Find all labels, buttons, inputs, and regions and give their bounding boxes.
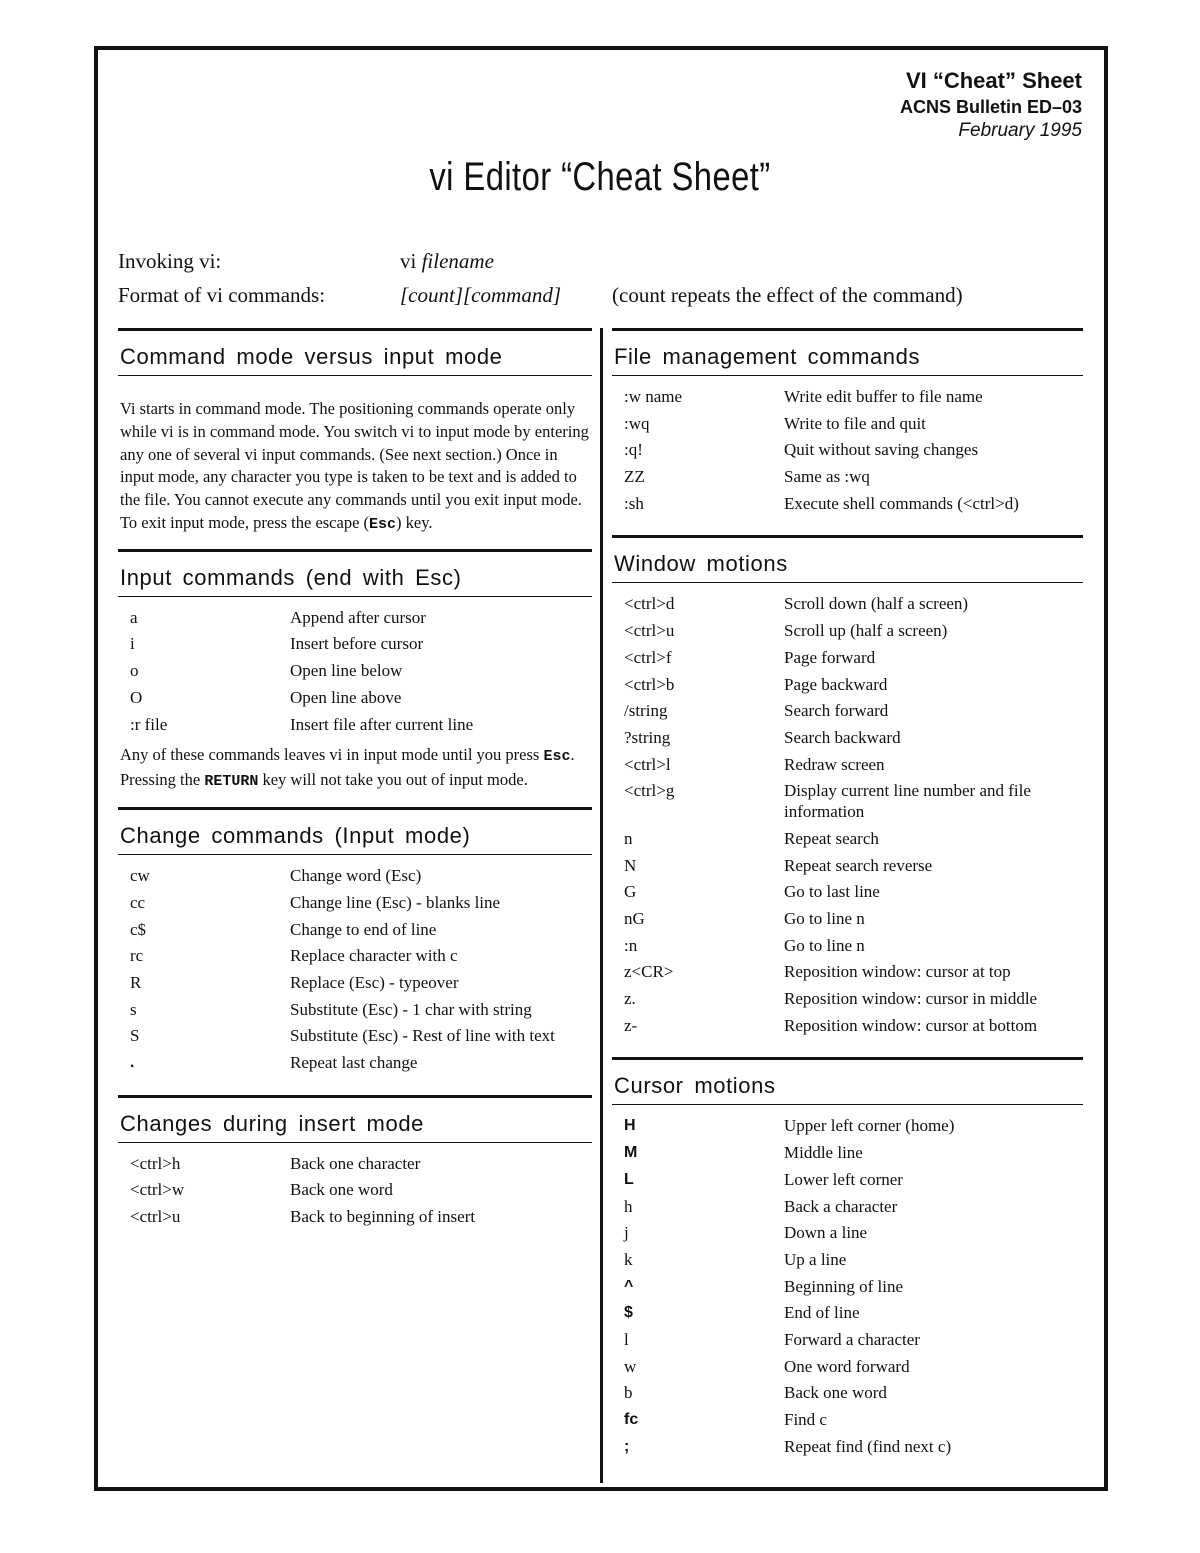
command-description: Forward a character — [784, 1329, 920, 1349]
command-description: Repeat last change — [290, 1053, 418, 1073]
command-row — [118, 714, 592, 735]
command-row — [612, 593, 1083, 614]
command-key: z- — [624, 1015, 638, 1035]
input-commands-table — [118, 607, 592, 735]
command-row — [612, 935, 1083, 956]
return-key: RETURN — [204, 772, 259, 790]
command-description: Repeat find (find next c) — [784, 1436, 952, 1456]
command-row — [612, 1382, 1083, 1403]
command-key: . — [130, 1054, 135, 1072]
bulletin-number: ACNS Bulletin ED–03 — [899, 97, 1082, 117]
invoking-cmd-arg: filename — [421, 249, 494, 273]
command-description: Write to file and quit — [784, 413, 926, 433]
command-description: Scroll down (half a screen) — [784, 594, 969, 614]
command-description: Back to beginning of insert — [290, 1207, 476, 1227]
command-key: <ctrl>f — [624, 647, 672, 667]
command-key: :r file — [130, 714, 168, 734]
command-row — [612, 1169, 1083, 1190]
command-key: <ctrl>u — [130, 1207, 181, 1227]
command-key: S — [130, 1026, 140, 1046]
command-description: Display current line number and file information — [784, 781, 1031, 822]
command-key: <ctrl>l — [624, 754, 671, 774]
command-description: Substitute (Esc) - 1 char with string — [290, 999, 532, 1019]
section-file-management — [612, 328, 1083, 535]
command-key: <ctrl>d — [624, 594, 675, 614]
section-title: Input commands (end with Esc) — [118, 552, 592, 597]
command-key: o — [130, 661, 139, 681]
invoking-cmd-prefix: vi — [400, 249, 417, 273]
command-row — [612, 961, 1083, 982]
file-management-table — [612, 386, 1083, 514]
command-key: b — [624, 1383, 633, 1403]
command-row — [612, 1115, 1083, 1136]
command-row — [612, 647, 1083, 668]
command-key: s — [130, 999, 137, 1019]
command-row — [612, 727, 1083, 748]
command-description: Same as :wq — [784, 467, 870, 487]
command-key: nG — [624, 909, 645, 928]
command-row — [612, 700, 1083, 721]
command-description: Up a line — [784, 1249, 847, 1269]
command-description: Lower left corner — [784, 1169, 903, 1189]
command-key: ^ — [624, 1277, 634, 1295]
command-key: <ctrl>w — [130, 1180, 185, 1200]
command-description: Back one character — [290, 1153, 421, 1173]
command-row — [118, 1153, 592, 1174]
section-title: File management commands — [612, 331, 1083, 376]
command-row — [612, 828, 1083, 849]
command-description: Search backward — [784, 727, 901, 747]
section-title: Command mode versus input mode — [118, 331, 592, 376]
command-key: ; — [624, 1437, 630, 1455]
command-row — [612, 1436, 1083, 1457]
esc-key: Esc — [543, 748, 571, 766]
command-key: <ctrl>g — [624, 781, 675, 801]
text-part: ) key. — [396, 512, 433, 532]
command-key: N — [624, 855, 637, 875]
command-description: Insert before cursor — [290, 634, 424, 654]
column-divider — [600, 328, 603, 1483]
command-key: j — [624, 1223, 629, 1243]
command-key: :n — [624, 935, 638, 955]
section-input-commands — [118, 549, 592, 807]
command-description: Down a line — [784, 1223, 868, 1243]
command-row — [612, 493, 1083, 514]
command-row — [612, 620, 1083, 641]
input-commands-note — [118, 740, 592, 793]
command-row — [612, 754, 1083, 775]
change-commands-table — [118, 865, 592, 1073]
command-row — [612, 1409, 1083, 1430]
command-row — [612, 855, 1083, 876]
invoking-command — [400, 249, 494, 274]
command-mode-text — [118, 394, 592, 537]
section-title: Change commands (Input mode) — [118, 810, 592, 855]
command-key: $ — [624, 1304, 633, 1322]
text-part: . Pressing the — [120, 745, 575, 789]
command-key: fc — [624, 1411, 639, 1428]
command-description: Reposition window: cursor at bottom — [784, 1015, 1038, 1035]
command-description: Open line above — [290, 687, 402, 707]
command-key: G — [624, 882, 637, 902]
command-row — [612, 908, 1083, 929]
command-row — [612, 1249, 1083, 1270]
command-row — [612, 674, 1083, 695]
command-key: rc — [130, 946, 144, 966]
command-row — [612, 1302, 1083, 1323]
command-row — [612, 780, 1083, 822]
command-description: Substitute (Esc) - Rest of line with text — [290, 1026, 555, 1046]
command-description: Open line below — [290, 661, 403, 681]
command-row — [118, 633, 592, 654]
section-window-motions — [612, 535, 1083, 1057]
command-key: n — [624, 828, 633, 848]
command-description: One word forward — [784, 1356, 910, 1376]
command-description: Reposition window: cursor in middle — [784, 989, 1038, 1009]
command-row — [118, 1206, 592, 1227]
sheet-title: VI “Cheat” Sheet — [905, 68, 1082, 93]
command-key: z. — [624, 989, 636, 1009]
left-column — [118, 328, 592, 1249]
command-row — [612, 1329, 1083, 1350]
command-description: Change word (Esc) — [290, 866, 422, 886]
command-key: k — [624, 1249, 633, 1269]
text-part: key will not take you out of input mode. — [258, 769, 528, 789]
command-description: Append after cursor — [290, 607, 426, 627]
command-description: Insert file after current line — [290, 714, 474, 734]
command-description: Write edit buffer to file name — [784, 387, 983, 406]
section-title: Cursor motions — [612, 1060, 1083, 1105]
command-row — [612, 1222, 1083, 1243]
command-key: <ctrl>h — [130, 1153, 181, 1173]
command-description: Change line (Esc) - blanks line — [290, 892, 501, 912]
command-row — [612, 881, 1083, 902]
text-part: Any of these commands leaves vi in input mode until you press — [120, 745, 544, 765]
command-key: /string — [624, 701, 668, 721]
command-row — [612, 988, 1083, 1009]
command-description: Replace (Esc) - typeover — [290, 972, 459, 992]
esc-key: Esc — [369, 515, 397, 533]
command-key: M — [624, 1144, 638, 1162]
format-note: (count repeats the effect of the command) — [612, 283, 963, 307]
command-row — [612, 1276, 1083, 1297]
insert-changes-table — [118, 1153, 592, 1227]
command-row — [118, 1025, 592, 1046]
command-key: h — [624, 1196, 633, 1216]
command-key: i — [130, 634, 135, 654]
command-description: Go to last line — [784, 882, 880, 902]
command-description: Reposition window: cursor at top — [784, 962, 1011, 982]
command-row — [118, 607, 592, 628]
command-description: Beginning of line — [784, 1276, 903, 1296]
command-key: :w name — [624, 387, 683, 406]
format-value: [count][command] — [400, 283, 561, 307]
command-description: Scroll up (half a screen) — [784, 621, 948, 641]
command-row — [118, 972, 592, 993]
section-title: Changes during insert mode — [118, 1098, 592, 1143]
command-description: Back one word — [290, 1180, 393, 1200]
section-insert-changes — [118, 1095, 592, 1249]
section-change-commands — [118, 807, 592, 1095]
command-description: Replace character with c — [290, 946, 458, 966]
command-description: Middle line — [784, 1143, 863, 1163]
command-row — [118, 892, 592, 913]
cursor-motions-table — [612, 1115, 1083, 1456]
command-description: Go to line n — [784, 935, 865, 955]
command-key: H — [624, 1117, 636, 1135]
command-key: :q! — [624, 440, 643, 460]
invoking-label: Invoking vi: — [118, 249, 222, 273]
command-row — [118, 660, 592, 681]
command-row — [612, 439, 1083, 460]
command-key: <ctrl>b — [624, 674, 675, 694]
command-description: Find c — [784, 1410, 827, 1429]
command-row — [118, 687, 592, 708]
command-key: ?string — [624, 727, 671, 747]
command-description: Go to line n — [784, 909, 865, 928]
command-row — [612, 1142, 1083, 1163]
text-part: Vi starts in command mode. The positioning commands operate only while vi is in command mode. You switch vi to input mode by entering any one of several vi input commands. (See next section.) Once in input mode, any character you type is taken to be text and is added to the file. You cannot execute any commands until you exit input mode. To exit input mode, press the escape ( — [120, 399, 589, 532]
command-description: Repeat search reverse — [784, 855, 933, 875]
format-label: Format of vi commands: — [118, 283, 326, 307]
command-description: Upper left corner (home) — [784, 1116, 955, 1136]
window-motions-table — [612, 593, 1083, 1035]
command-key: :sh — [624, 493, 644, 513]
section-cursor-motions — [612, 1057, 1083, 1478]
command-description: Repeat search — [784, 828, 879, 848]
command-key: :wq — [624, 413, 650, 433]
command-row — [118, 1179, 592, 1200]
page-title: vi Editor “Cheat Sheet” — [429, 155, 771, 199]
command-row — [118, 919, 592, 940]
command-row — [612, 1196, 1083, 1217]
command-description: Page backward — [784, 674, 888, 694]
command-key: L — [624, 1170, 634, 1188]
command-description: Search forward — [784, 701, 889, 721]
command-description: Back one word — [784, 1383, 887, 1403]
command-row — [612, 1356, 1083, 1377]
bulletin-date: February 1995 — [958, 120, 1082, 141]
command-description: End of line — [784, 1303, 860, 1323]
command-row — [118, 999, 592, 1020]
command-key: <ctrl>u — [624, 621, 675, 641]
command-key: z<CR> — [624, 962, 674, 982]
command-description: Redraw screen — [784, 754, 885, 774]
command-description: Quit without saving changes — [784, 440, 979, 460]
command-key: a — [130, 607, 138, 627]
command-description: Change to end of line — [290, 919, 437, 939]
command-description: Back a character — [784, 1196, 898, 1216]
command-row — [118, 1052, 592, 1073]
command-description: Execute shell commands (<ctrl>d) — [784, 493, 1019, 513]
right-column — [612, 328, 1083, 1478]
command-key: cw — [130, 866, 150, 886]
command-key: w — [624, 1356, 637, 1376]
section-command-mode — [118, 328, 592, 549]
command-row — [612, 466, 1083, 487]
command-row — [612, 386, 1083, 407]
command-key: l — [624, 1329, 629, 1349]
command-row — [612, 413, 1083, 434]
command-row — [118, 865, 592, 886]
command-key: ZZ — [624, 467, 645, 487]
command-key: O — [130, 687, 143, 707]
command-key: c$ — [130, 919, 147, 939]
command-description: Page forward — [784, 647, 876, 667]
command-key: R — [130, 972, 142, 992]
command-row — [118, 945, 592, 966]
section-title: Window motions — [612, 538, 1083, 583]
command-row — [612, 1015, 1083, 1036]
command-key: cc — [130, 892, 146, 912]
